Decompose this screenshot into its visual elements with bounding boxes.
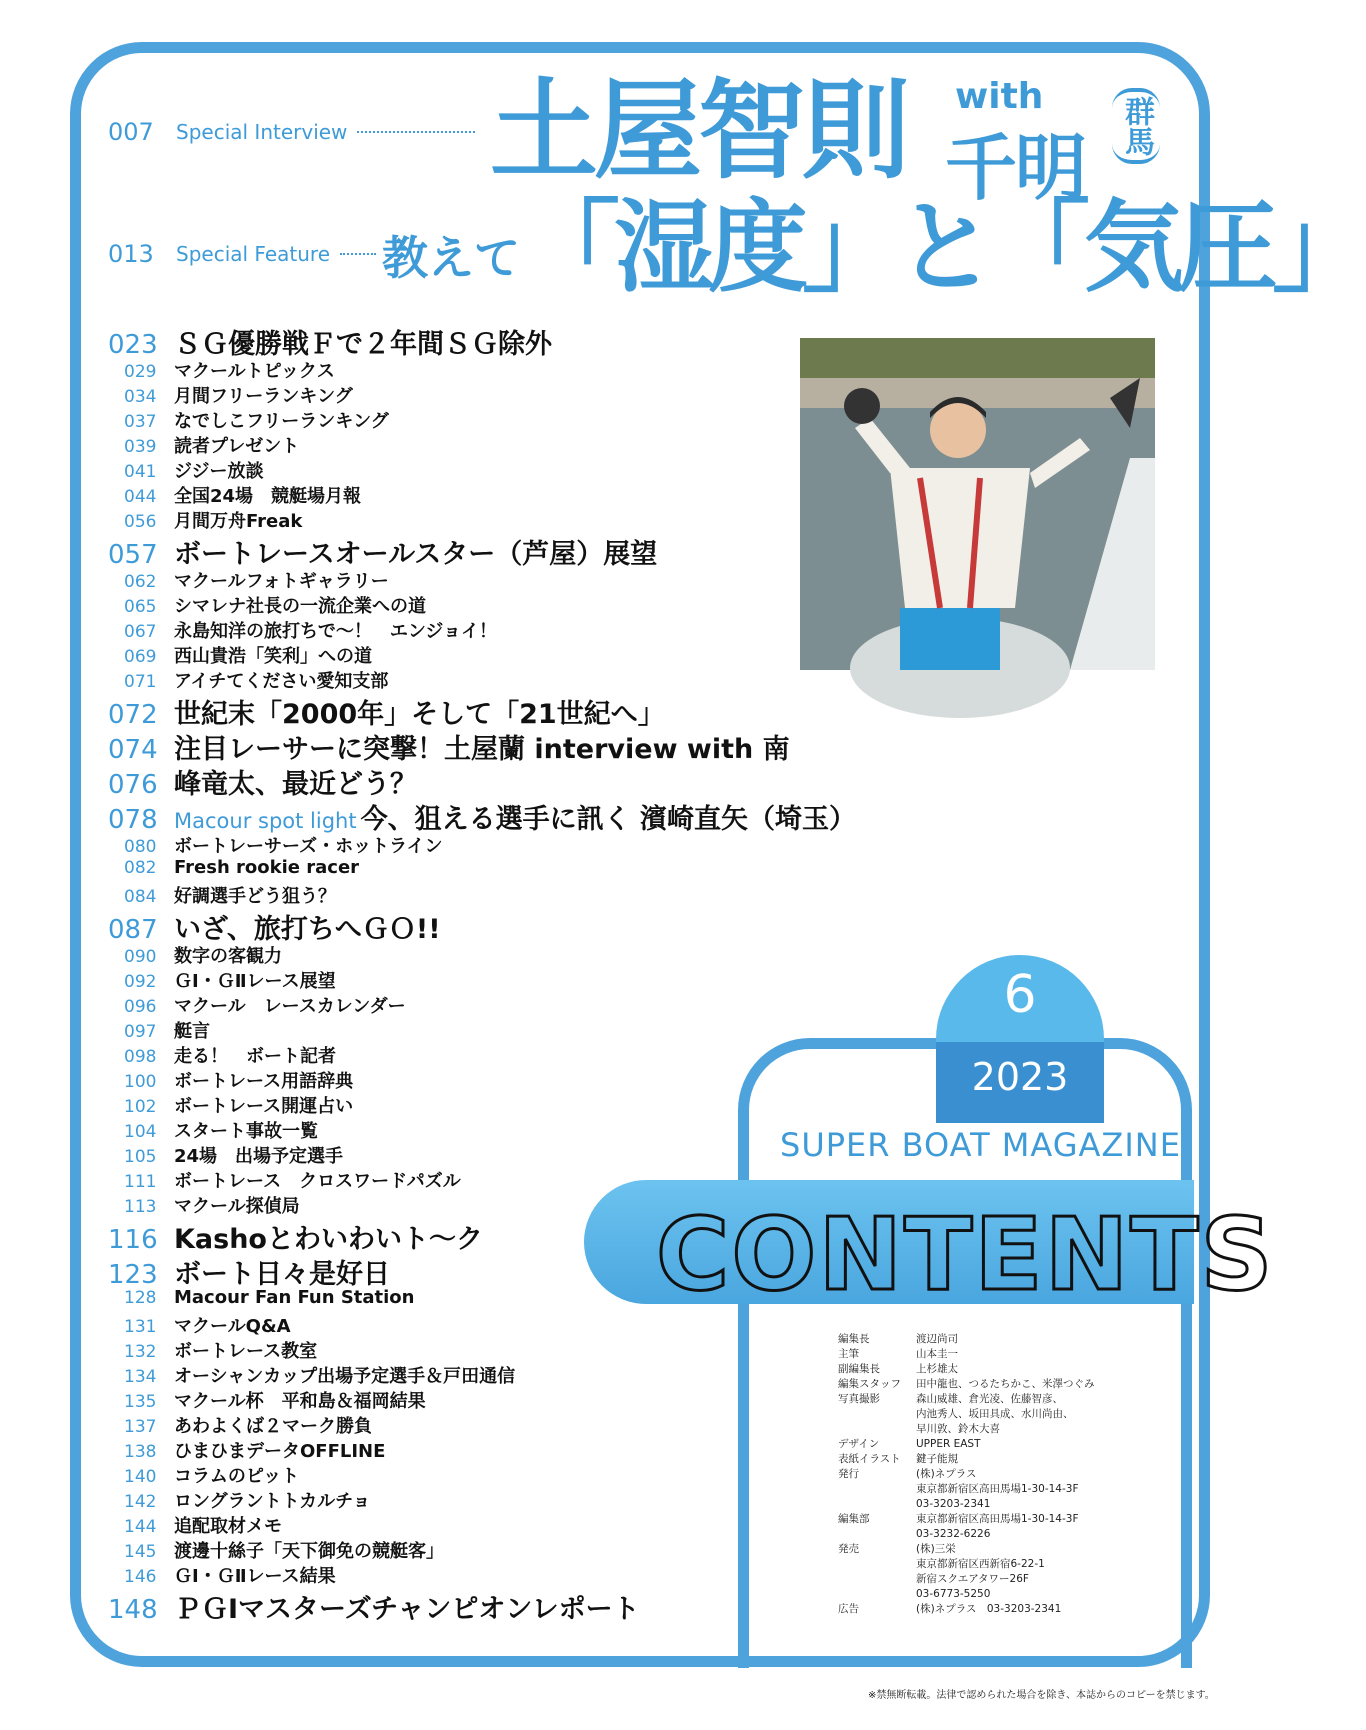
credit-value: 鍵子能規 (916, 1453, 958, 1465)
toc-title: マクール探偵局 (174, 1196, 300, 1217)
credit-value: 東京都新宿区西新宿6-22-1 (916, 1558, 1045, 1570)
toc-title: 峰竜太、最近どう？ (174, 769, 417, 800)
toc-title: ボートレースオールスター（芦屋）展望 (174, 539, 658, 570)
toc-page-number: 082 (124, 858, 157, 878)
credit-value: 内池秀人、坂田具成、水川尚由、 (916, 1408, 1074, 1420)
issue-month: 6 (1003, 965, 1037, 1025)
toc-item[interactable] (108, 532, 856, 570)
toc-page-number: 057 (108, 540, 158, 570)
toc-title: 全国24場 競艇場月報 (174, 486, 362, 507)
toc-title: スタート事故一覧 (174, 1121, 318, 1142)
credit-row (838, 1512, 1095, 1527)
credit-row (838, 1377, 1095, 1392)
toc-item[interactable] (108, 762, 856, 800)
toc-page-number: 072 (108, 700, 158, 730)
toc-title: ひまひまデータOFFLINE (174, 1441, 386, 1462)
toc-title: 数字の客観力 (174, 946, 282, 967)
toc-page-number: 023 (108, 330, 158, 360)
credit-row (838, 1602, 1095, 1617)
toc-title: いざ、旅打ちへＧＯ!! (174, 914, 441, 945)
toc-page-number: 078 (108, 805, 158, 835)
credit-role: 主筆 (838, 1348, 859, 1360)
toc-page-number: 096 (124, 997, 157, 1017)
credit-value: 新宿スクエアタワー26F (916, 1573, 1029, 1585)
toc-page-number: 080 (124, 837, 157, 857)
toc-page-number: 067 (124, 622, 157, 642)
toc-page-number: 128 (124, 1288, 157, 1308)
credit-role: 表紙イラスト (838, 1453, 901, 1465)
credit-row (838, 1347, 1095, 1362)
credit-role: 広告 (838, 1603, 859, 1615)
toc-page-number: 145 (124, 1542, 157, 1562)
feature2-label: Special Feature (176, 242, 330, 266)
toc-page-number: 076 (108, 770, 158, 800)
toc-title: ボートレース用語辞典 (174, 1071, 354, 1092)
credit-role: デザイン (838, 1438, 880, 1450)
credit-role: 編集スタッフ (838, 1378, 901, 1390)
toc-item[interactable] (108, 667, 856, 692)
toc-title: 好調選手どう狙う？ (174, 886, 336, 907)
feature2-title-small: 教えて (382, 231, 520, 285)
toc-page-number: 041 (124, 462, 157, 482)
toc-title: Macour Fan Fun Station (174, 1287, 415, 1308)
toc-page-number: 056 (124, 512, 157, 532)
credit-role: 編集部 (838, 1513, 870, 1525)
toc-item[interactable] (108, 457, 856, 482)
toc-title: ボートレース開運占い (174, 1096, 354, 1117)
credit-row (838, 1332, 1095, 1347)
toc-title: 走る！ ボート記者 (174, 1046, 336, 1067)
toc-item[interactable] (108, 642, 856, 667)
credit-role: 編集長 (838, 1333, 870, 1345)
feature2-page: 013 (108, 240, 154, 268)
toc-title: ジジー放談 (174, 461, 264, 482)
credit-value: 東京都新宿区高田馬場1-30-14-3F (916, 1513, 1079, 1525)
toc-item[interactable] (108, 1042, 856, 1067)
feature1-title: 土屋智則 (490, 69, 907, 194)
toc-title: ボートレース クロスワードパズル (174, 1171, 461, 1192)
credit-value: (株)ネプラス (916, 1468, 977, 1480)
toc-title: ボートレース教室 (174, 1341, 318, 1362)
toc-title: マクールフォトギャラリー (174, 571, 389, 592)
toc-title: 西山貴浩「笑利」への道 (174, 646, 372, 667)
toc-title: 渡邊十絲子「天下御免の競艇客」 (174, 1541, 444, 1562)
toc-title: ＧⅠ・ＧⅡレース結果 (174, 1566, 336, 1587)
credit-value: 上杉雄太 (916, 1363, 958, 1375)
credit-row (838, 1482, 1095, 1497)
feature2-leader (340, 253, 376, 255)
credit-row (838, 1392, 1095, 1407)
credit-role (838, 1527, 916, 1542)
toc-page-number: 071 (124, 672, 157, 692)
toc-title: ＧⅠ・ＧⅡレース展望 (174, 971, 336, 992)
toc-title: なでしこフリーランキング (174, 411, 389, 432)
credit-role (838, 1407, 916, 1422)
credit-row (838, 1467, 1095, 1482)
toc-title: 艇言 (174, 1021, 210, 1042)
credit-role (838, 1422, 916, 1437)
copyright-note: ※禁無断転載。法律で認められた場合を除き、本誌からのコピーを禁じます。 (868, 1690, 1215, 1701)
toc-page-number: 037 (124, 412, 157, 432)
credit-value: 03-3203-2341 (916, 1498, 991, 1510)
toc-page-number: 029 (124, 362, 157, 382)
toc-item[interactable] (108, 1017, 856, 1042)
feature1-leader (357, 131, 475, 133)
toc-title: オーシャンカップ出場予定選手＆戸田通信 (174, 1366, 516, 1387)
toc-item[interactable] (108, 857, 856, 882)
toc-page-number: 039 (124, 437, 157, 457)
toc-page-number: 034 (124, 387, 157, 407)
toc-page-number: 084 (124, 887, 157, 907)
toc-title: 月間万舟Freak (174, 511, 303, 532)
credit-value: 田中龍也、つるたちかこ、米澤つぐみ (916, 1378, 1095, 1390)
toc-item[interactable] (108, 942, 856, 967)
feature1-page: 007 (108, 118, 154, 146)
toc-page-number: 098 (124, 1047, 157, 1067)
toc-item[interactable] (108, 382, 856, 407)
toc-page-number: 097 (124, 1022, 157, 1042)
credit-value: UPPER EAST (916, 1438, 981, 1450)
toc-title: 今、狙える選手に訊く 濱崎直矢（埼玉） (360, 804, 856, 835)
toc-item[interactable] (108, 592, 856, 617)
credit-value: 03-6773-5250 (916, 1588, 991, 1600)
toc-title: ボートレーサーズ・ホットライン (174, 836, 443, 857)
toc-title: Kashoとわいわいト～ク (174, 1224, 483, 1255)
toc-page-number: 092 (124, 972, 157, 992)
feature1-label: Special Interview (176, 120, 348, 144)
toc-title: シマレナ社長の一流企業への道 (174, 596, 426, 617)
toc-title: 24場 出場予定選手 (174, 1146, 344, 1167)
toc-page-number: 146 (124, 1567, 157, 1587)
toc-item[interactable] (108, 967, 856, 992)
credit-row (838, 1587, 1095, 1602)
feature2-title-big: 「湿度」と「気圧」 (520, 189, 1366, 306)
toc-title: 永島知洋の旅打ちで～！ エンジョイ！ (174, 621, 498, 642)
credit-role (838, 1497, 916, 1512)
credit-row (838, 1557, 1095, 1572)
toc-title: Fresh rookie racer (174, 857, 360, 878)
toc-page-number: 123 (108, 1260, 158, 1290)
contents-heading: CONTENTS (656, 1196, 1275, 1313)
toc-item[interactable] (108, 797, 856, 835)
toc-page-number: 044 (124, 487, 157, 507)
credit-value: 03-3232-6226 (916, 1528, 991, 1540)
credit-role: 発売 (838, 1543, 859, 1555)
toc-page-number: 111 (124, 1172, 157, 1192)
toc-page-number: 138 (124, 1442, 157, 1462)
toc-page-number: 087 (108, 915, 158, 945)
toc-title: 月間フリーランキング (174, 386, 353, 407)
toc-title: 注目レーサーに突撃！土屋蘭 interview with 南 (174, 734, 790, 765)
credit-row (838, 1452, 1095, 1467)
toc-item[interactable] (108, 322, 856, 360)
credit-value: 森山威雄、倉光凌、佐藤智彦、 (916, 1393, 1063, 1405)
credit-row (838, 1362, 1095, 1377)
credit-row (838, 1422, 1095, 1437)
feature1-with: with (955, 76, 1044, 117)
credits (838, 1332, 1095, 1617)
toc-title: マクール杯 平和島＆福岡結果 (174, 1391, 426, 1412)
toc-title: マクールQ&A (174, 1316, 291, 1337)
toc-page-number: 074 (108, 735, 158, 765)
toc-page-number: 142 (124, 1492, 157, 1512)
issue-badge (936, 955, 1104, 1123)
credit-row (838, 1527, 1095, 1542)
credit-row (838, 1437, 1095, 1452)
credit-role (838, 1482, 916, 1497)
toc-page-number: 135 (124, 1392, 157, 1412)
toc-item[interactable] (108, 907, 856, 945)
magazine-name: SUPER BOAT MAGAZINE (780, 1126, 1181, 1164)
toc-title: アイチてください愛知支部 (174, 671, 389, 692)
toc-page-number: 069 (124, 647, 157, 667)
toc-page-number: 090 (124, 947, 157, 967)
feature1-prefecture: 群馬 (1112, 88, 1160, 164)
toc-item[interactable] (108, 727, 856, 765)
toc-page-number: 134 (124, 1367, 157, 1387)
credit-value: (株)三栄 (916, 1543, 956, 1555)
credit-role (838, 1557, 916, 1572)
credit-role: 発行 (838, 1468, 859, 1480)
credit-role: 副編集長 (838, 1363, 880, 1375)
toc-item[interactable] (108, 882, 856, 907)
toc-item[interactable] (108, 692, 856, 730)
credit-role (838, 1587, 916, 1602)
toc-title: ボート日々是好日 (174, 1259, 390, 1290)
toc-title: コラムのピット (174, 1466, 300, 1487)
feature1-row[interactable] (108, 118, 485, 146)
credit-row (838, 1497, 1095, 1512)
toc-title: ＰＧⅠマスターズチャンピオンレポート (174, 1594, 640, 1625)
toc-title: 世紀末「2000年」そして「21世紀へ」 (174, 699, 665, 730)
toc-item[interactable] (108, 992, 856, 1017)
toc-page-number: 144 (124, 1517, 157, 1537)
credit-role (838, 1572, 916, 1587)
toc-title: ロングラントトカルチョ (174, 1491, 371, 1512)
toc-item[interactable] (108, 407, 856, 432)
credit-value: 渡辺尚司 (916, 1333, 958, 1345)
toc-title: マクールトピックス (174, 361, 335, 382)
toc-prefix: Macour spot light (174, 809, 357, 833)
toc-item[interactable] (108, 507, 856, 532)
toc-page-number: 113 (124, 1197, 157, 1217)
credit-value: 山本圭一 (916, 1348, 958, 1360)
toc-title: 追配取材メモ (174, 1516, 282, 1537)
toc-page-number: 137 (124, 1417, 157, 1437)
toc-page-number: 140 (124, 1467, 157, 1487)
toc-item[interactable] (108, 482, 856, 507)
toc-item[interactable] (108, 432, 856, 457)
credit-row (838, 1407, 1095, 1422)
credit-value: 早川敦、鈴木大喜 (916, 1423, 1000, 1435)
credit-row (838, 1542, 1095, 1557)
toc-item[interactable] (108, 617, 856, 642)
toc-title: マクール レースカレンダー (174, 996, 406, 1017)
toc-title: ＳＧ優勝戦Ｆで２年間ＳＧ除外 (174, 329, 552, 360)
toc-page-number: 065 (124, 597, 157, 617)
toc-page-number: 104 (124, 1122, 157, 1142)
toc-page-number: 102 (124, 1097, 157, 1117)
toc-page-number: 131 (124, 1317, 157, 1337)
toc-page-number: 105 (124, 1147, 157, 1167)
toc-title: 読者プレゼント (174, 436, 300, 457)
toc-page-number: 062 (124, 572, 157, 592)
credit-role: 写真撮影 (838, 1393, 880, 1405)
credit-value: (株)ネプラス 03-3203-2341 (916, 1603, 1062, 1615)
toc-page-number: 132 (124, 1342, 157, 1362)
feature1-partner: 千明 (945, 126, 1086, 210)
credit-row (838, 1572, 1095, 1587)
toc-title: あわよくば２マーク勝負 (174, 1416, 372, 1437)
issue-year: 2023 (971, 1055, 1069, 1099)
toc-page-number: 100 (124, 1072, 157, 1092)
toc-page-number: 116 (108, 1225, 158, 1255)
feature2-row[interactable] (108, 240, 386, 268)
toc-page-number: 148 (108, 1595, 158, 1625)
credit-value: 東京都新宿区高田馬場1-30-14-3F (916, 1483, 1079, 1495)
